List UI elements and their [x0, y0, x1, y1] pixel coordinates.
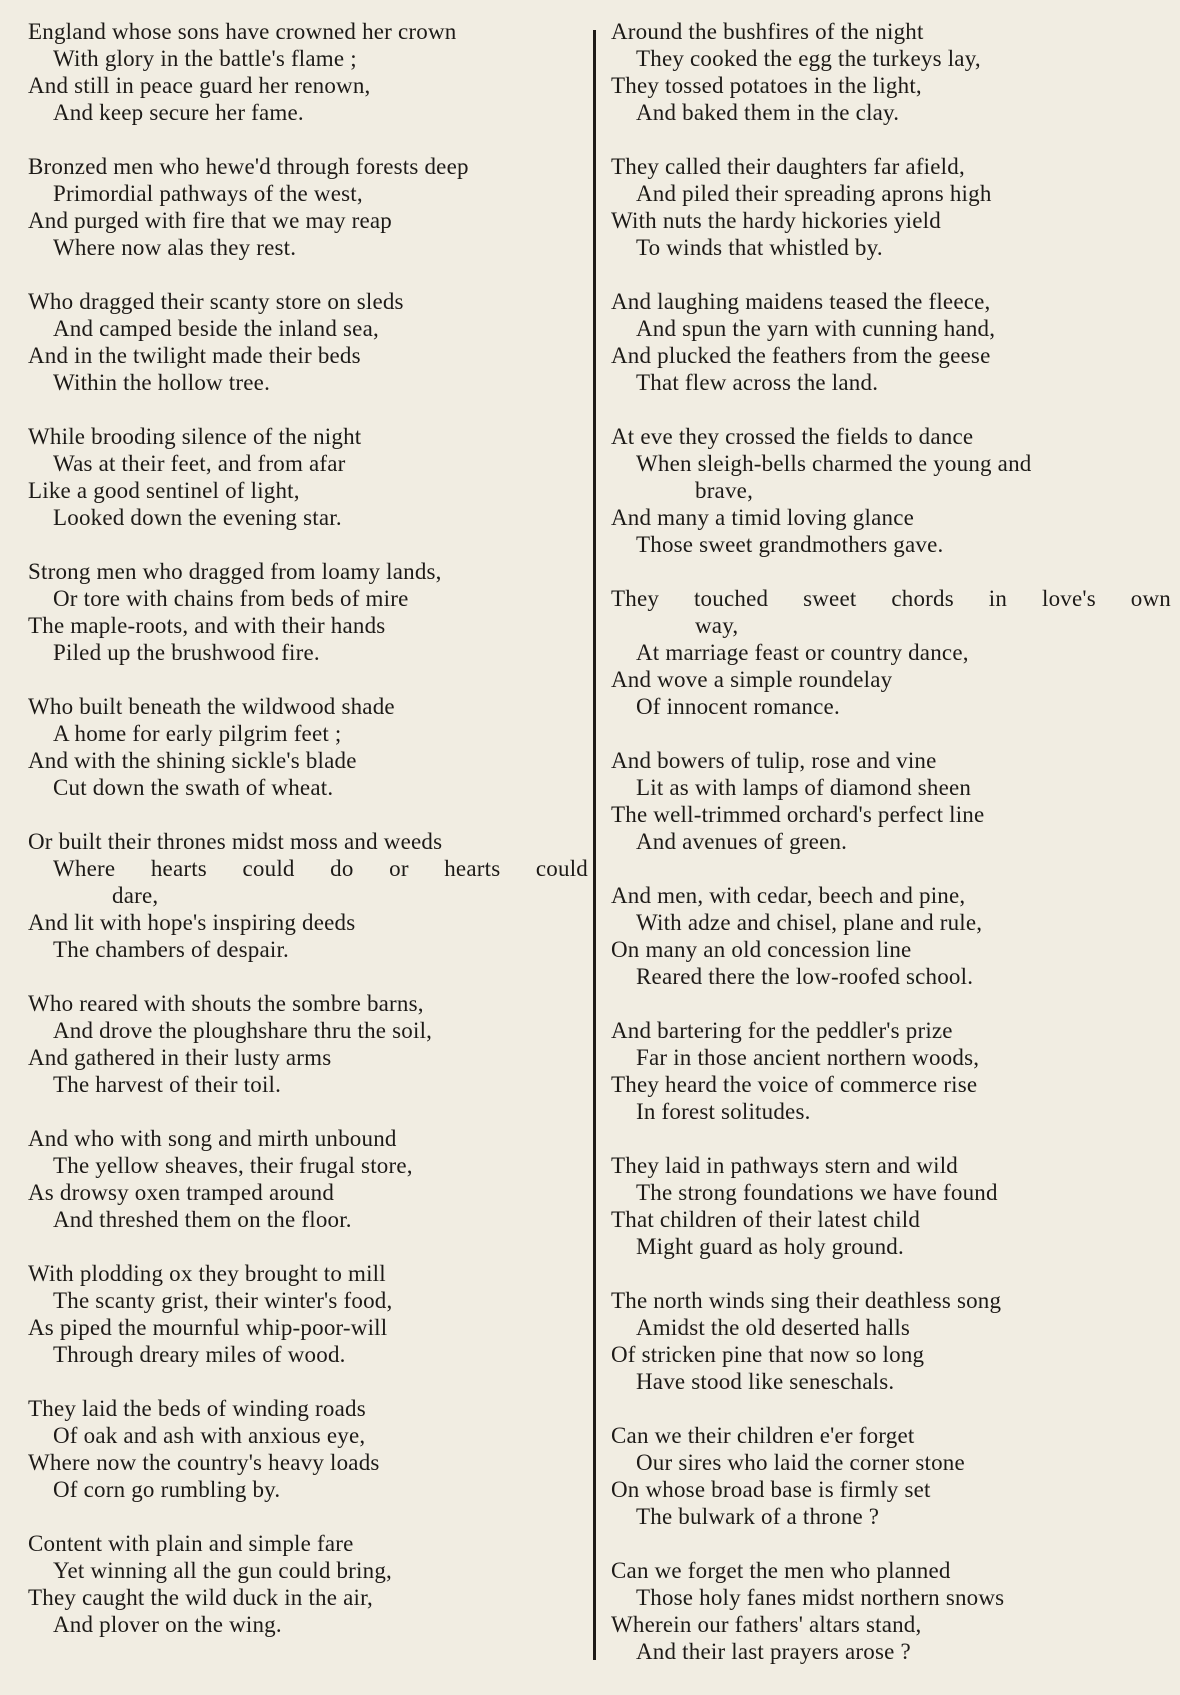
verse-line: Through dreary miles of wood. — [53, 1342, 346, 1367]
column-divider — [593, 30, 596, 1660]
stanza — [28, 558, 588, 666]
verse-line: And avenues of green. — [636, 829, 848, 854]
verse-line: The well-trimmed orchard's perfect line — [611, 802, 985, 827]
verse-line: And drove the ploughshare thru the soil, — [53, 1018, 433, 1043]
verse-line: With nuts the hardy hickories yield — [611, 208, 941, 233]
verse-line: And laughing maidens teased the fleece, — [611, 289, 991, 314]
stanza — [611, 1557, 1171, 1665]
verse-line: And plover on the wing. — [53, 1612, 282, 1637]
verse-line: dare, — [112, 883, 159, 908]
verse-line: Of stricken pine that now so long — [611, 1342, 925, 1367]
stanza — [28, 990, 588, 1098]
verse-line: Where hearts could do or hearts could — [53, 856, 588, 881]
verse-line: Our sires who laid the corner stone — [636, 1450, 965, 1475]
verse-line: The harvest of their toil. — [53, 1072, 282, 1097]
verse-line: They touched sweet chords in love's own — [611, 586, 1171, 611]
stanza — [611, 1287, 1171, 1395]
verse-line: To winds that whistled by. — [636, 235, 883, 260]
stanza — [28, 693, 588, 801]
verse-line: They laid the beds of winding roads — [28, 1396, 366, 1421]
verse-line: Can we their children e'er forget — [611, 1423, 915, 1448]
verse-line: And still in peace guard her renown, — [28, 73, 371, 98]
verse-line: That flew across the land. — [636, 370, 879, 395]
verse-line: And bowers of tulip, rose and vine — [611, 748, 937, 773]
stanza — [28, 1125, 588, 1233]
verse-line: Primordial pathways of the west, — [53, 181, 363, 206]
verse-line: With plodding ox they brought to mill — [28, 1261, 386, 1286]
verse-line: And plucked the feathers from the geese — [611, 343, 991, 368]
stanza — [611, 153, 1171, 261]
verse-line: And keep secure her fame. — [53, 100, 304, 125]
stanza — [28, 1530, 588, 1638]
stanza — [611, 423, 1171, 558]
verse-line: And gathered in their lusty arms — [28, 1045, 332, 1070]
verse-line: And purged with fire that we may reap — [28, 208, 393, 233]
verse-line: And many a timid loving glance — [611, 505, 915, 530]
verse-line: Cut down the swath of wheat. — [53, 775, 334, 800]
verse-line: Of innocent romance. — [636, 694, 840, 719]
verse-line: Who built beneath the wildwood shade — [28, 694, 395, 719]
verse-line: Amidst the old deserted halls — [636, 1315, 911, 1340]
verse-line: Lit as with lamps of diamond sheen — [636, 775, 972, 800]
verse-line: They caught the wild duck in the air, — [28, 1585, 373, 1610]
verse-line: Or built their thrones midst moss and weeds — [28, 829, 443, 854]
verse-line: Of corn go rumbling by. — [53, 1477, 281, 1502]
verse-line: On many an old concession line — [611, 937, 912, 962]
verse-line: The bulwark of a throne ? — [636, 1504, 880, 1529]
verse-line: Those sweet grandmothers gave. — [636, 532, 944, 557]
verse-line: And bartering for the peddler's prize — [611, 1018, 953, 1043]
verse-line: Wherein our fathers' altars stand, — [611, 1612, 922, 1637]
verse-line: The maple-roots, and with their hands — [28, 613, 386, 638]
verse-line: And lit with hope's inspiring deeds — [28, 910, 356, 935]
verse-line: Content with plain and simple fare — [28, 1531, 354, 1556]
verse-line: And threshed them on the floor. — [53, 1207, 352, 1232]
verse-line: That children of their latest child — [611, 1207, 921, 1232]
verse-line: Around the bushfires of the night — [611, 19, 924, 44]
verse-line: While brooding silence of the night — [28, 424, 362, 449]
verse-line: A home for early pilgrim feet ; — [53, 721, 342, 746]
stanza — [611, 288, 1171, 396]
verse-line: Reared there the low-roofed school. — [636, 964, 974, 989]
stanza — [611, 1152, 1171, 1260]
verse-line: And baked them in the clay. — [636, 100, 900, 125]
verse-line: Looked down the evening star. — [53, 505, 342, 530]
verse-line: They heard the voice of commerce rise — [611, 1072, 978, 1097]
verse-line: With glory in the battle's flame ; — [53, 46, 357, 71]
verse-line: The yellow sheaves, their frugal store, — [53, 1153, 413, 1178]
verse-line: And in the twilight made their beds — [28, 343, 361, 368]
verse-line: Strong men who dragged from loamy lands, — [28, 559, 442, 584]
verse-line: Bronzed men who hewe'd through forests deep — [28, 154, 469, 179]
verse-line: And who with song and mirth unbound — [28, 1126, 397, 1151]
verse-line: They called their daughters far afield, — [611, 154, 965, 179]
verse-line: As drowsy oxen tramped around — [28, 1180, 335, 1205]
verse-line: And with the shining sickle's blade — [28, 748, 357, 773]
verse-line: And men, with cedar, beech and pine, — [611, 883, 966, 908]
stanza — [611, 1017, 1171, 1125]
verse-line: At eve they crossed the fields to dance — [611, 424, 974, 449]
verse-line: The scanty grist, their winter's food, — [53, 1288, 393, 1313]
verse-line: Where now alas they rest. — [53, 235, 297, 260]
verse-line: And spun the yarn with cunning hand, — [636, 316, 996, 341]
stanza — [611, 18, 1171, 126]
verse-line: With adze and chisel, plane and rule, — [636, 910, 983, 935]
verse-line: On whose broad base is firmly set — [611, 1477, 931, 1502]
verse-line: Can we forget the men who planned — [611, 1558, 951, 1583]
verse-line: Those holy fanes midst northern snows — [636, 1585, 1005, 1610]
stanza — [28, 18, 588, 126]
verse-line: As piped the mournful whip-poor-will — [28, 1315, 388, 1340]
verse-line: They tossed potatoes in the light, — [611, 73, 922, 98]
verse-line: Of oak and ash with anxious eye, — [53, 1423, 366, 1448]
verse-line: way, — [695, 613, 739, 638]
stanza — [28, 153, 588, 261]
verse-line: Like a good sentinel of light, — [28, 478, 300, 503]
stanza — [28, 423, 588, 531]
verse-line: Was at their feet, and from afar — [53, 451, 346, 476]
left-column — [28, 18, 588, 1665]
stanza — [611, 747, 1171, 855]
verse-line: The strong foundations we have found — [636, 1180, 998, 1205]
verse-line: The north winds sing their deathless song — [611, 1288, 1002, 1313]
verse-line: England whose sons have crowned her crown — [28, 19, 457, 44]
stanza — [611, 882, 1171, 990]
verse-line: And camped beside the inland sea, — [53, 316, 379, 341]
verse-line: The chambers of despair. — [53, 937, 289, 962]
verse-line: And their last prayers arose ? — [636, 1639, 911, 1664]
verse-line: And piled their spreading aprons high — [636, 181, 992, 206]
stanza — [28, 1260, 588, 1368]
verse-line: At marriage feast or country dance, — [636, 640, 969, 665]
verse-line: Who reared with shouts the sombre barns, — [28, 991, 424, 1016]
verse-line: When sleigh-bells charmed the young and — [636, 451, 1032, 476]
verse-line: Within the hollow tree. — [53, 370, 271, 395]
verse-line: Or tore with chains from beds of mire — [53, 586, 409, 611]
verse-line: And wove a simple roundelay — [611, 667, 893, 692]
verse-line: In forest solitudes. — [636, 1099, 811, 1124]
stanza — [611, 585, 1171, 720]
stanza — [611, 1422, 1171, 1530]
verse-line: They cooked the egg the turkeys lay, — [636, 46, 981, 71]
verse-line: brave, — [695, 478, 754, 503]
right-column — [611, 18, 1171, 1692]
verse-line: Piled up the brushwood fire. — [53, 640, 320, 665]
verse-line: Who dragged their scanty store on sleds — [28, 289, 404, 314]
verse-line: Have stood like seneschals. — [636, 1369, 895, 1394]
verse-line: Might guard as holy ground. — [636, 1234, 904, 1259]
verse-line: They laid in pathways stern and wild — [611, 1153, 959, 1178]
verse-line: Far in those ancient northern woods, — [636, 1045, 980, 1070]
verse-line: Where now the country's heavy loads — [28, 1450, 380, 1475]
stanza — [28, 1395, 588, 1503]
stanza — [28, 288, 588, 396]
verse-line: Yet winning all the gun could bring, — [53, 1558, 392, 1583]
stanza — [28, 828, 588, 963]
